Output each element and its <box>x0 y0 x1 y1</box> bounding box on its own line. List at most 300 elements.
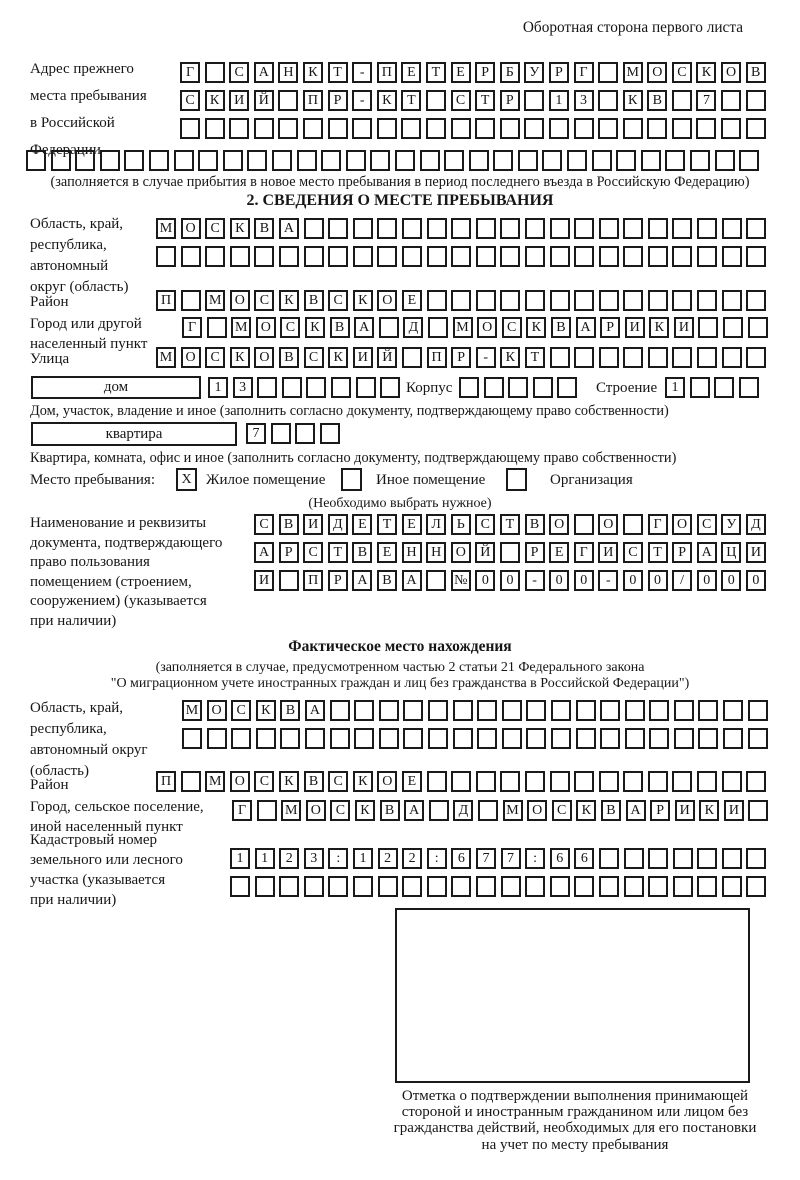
char-cell[interactable]: О <box>377 771 397 792</box>
char-cell[interactable]: Г <box>232 800 252 821</box>
char-cell[interactable] <box>427 218 447 239</box>
char-cell[interactable] <box>672 90 692 111</box>
char-cell[interactable]: В <box>279 347 299 368</box>
char-cell[interactable]: Р <box>279 542 299 563</box>
char-cell[interactable] <box>623 118 643 139</box>
char-cell[interactable]: Г <box>180 62 200 83</box>
char-cell[interactable]: В <box>647 90 667 111</box>
char-cell[interactable] <box>697 876 717 897</box>
char-cell[interactable]: И <box>598 542 618 563</box>
char-cell[interactable]: Ц <box>721 542 741 563</box>
char-cell[interactable] <box>330 700 350 721</box>
char-cell[interactable]: Е <box>352 514 372 535</box>
char-cell[interactable] <box>599 876 619 897</box>
char-cell[interactable]: А <box>254 542 274 563</box>
char-cell[interactable] <box>174 150 194 171</box>
char-cell[interactable] <box>181 290 201 311</box>
char-cell[interactable]: О <box>254 347 274 368</box>
char-cell[interactable] <box>672 118 692 139</box>
char-cell[interactable] <box>328 218 348 239</box>
char-cell[interactable] <box>279 876 299 897</box>
char-cell[interactable]: К <box>623 90 643 111</box>
char-cell[interactable] <box>672 246 692 267</box>
char-cell[interactable] <box>721 90 741 111</box>
char-cell[interactable] <box>746 347 766 368</box>
char-cell[interactable]: Д <box>746 514 766 535</box>
char-cell[interactable] <box>576 728 596 749</box>
char-cell[interactable] <box>321 150 341 171</box>
char-cell[interactable] <box>574 347 594 368</box>
char-cell[interactable] <box>748 700 768 721</box>
char-cell[interactable]: Е <box>377 542 397 563</box>
char-cell[interactable] <box>500 290 520 311</box>
char-cell[interactable] <box>722 771 742 792</box>
char-cell[interactable] <box>402 246 422 267</box>
char-cell[interactable]: М <box>182 700 202 721</box>
char-cell[interactable] <box>476 218 496 239</box>
char-cell[interactable] <box>444 150 464 171</box>
char-cell[interactable] <box>648 848 668 869</box>
char-cell[interactable]: О <box>230 771 250 792</box>
char-cell[interactable]: К <box>230 347 250 368</box>
char-cell[interactable] <box>279 570 299 591</box>
char-cell[interactable]: В <box>352 542 372 563</box>
char-cell[interactable] <box>698 728 718 749</box>
char-cell[interactable] <box>647 118 667 139</box>
char-cell[interactable] <box>623 218 643 239</box>
checkbox-organizatsiya[interactable] <box>506 468 527 491</box>
char-cell[interactable] <box>551 700 571 721</box>
char-cell[interactable] <box>254 246 274 267</box>
char-cell[interactable] <box>723 317 743 338</box>
char-cell[interactable]: - <box>352 62 372 83</box>
char-cell[interactable]: М <box>503 800 523 821</box>
char-cell[interactable] <box>181 246 201 267</box>
char-cell[interactable] <box>673 848 693 869</box>
char-cell[interactable] <box>328 118 348 139</box>
char-cell[interactable]: В <box>279 514 299 535</box>
char-cell[interactable] <box>746 218 766 239</box>
char-cell[interactable] <box>279 246 299 267</box>
char-cell[interactable]: Н <box>278 62 298 83</box>
char-cell[interactable]: О <box>451 542 471 563</box>
char-cell[interactable] <box>305 728 325 749</box>
char-cell[interactable]: : <box>525 848 545 869</box>
char-cell[interactable]: С <box>672 62 692 83</box>
char-cell[interactable]: О <box>207 700 227 721</box>
char-cell[interactable]: 1 <box>208 377 228 398</box>
char-cell[interactable] <box>746 90 766 111</box>
char-cell[interactable]: Й <box>254 90 274 111</box>
char-cell[interactable] <box>231 728 251 749</box>
char-cell[interactable] <box>198 150 218 171</box>
char-cell[interactable] <box>648 290 668 311</box>
char-cell[interactable] <box>501 876 521 897</box>
char-cell[interactable] <box>297 150 317 171</box>
char-cell[interactable]: 0 <box>746 570 766 591</box>
char-cell[interactable] <box>271 423 291 444</box>
char-cell[interactable] <box>524 118 544 139</box>
char-cell[interactable] <box>304 246 324 267</box>
char-cell[interactable] <box>429 800 449 821</box>
char-cell[interactable] <box>182 728 202 749</box>
char-cell[interactable]: Р <box>500 90 520 111</box>
char-cell[interactable] <box>567 150 587 171</box>
char-cell[interactable] <box>500 118 520 139</box>
char-cell[interactable] <box>690 150 710 171</box>
char-cell[interactable] <box>476 246 496 267</box>
char-cell[interactable] <box>402 876 422 897</box>
char-cell[interactable] <box>402 347 422 368</box>
char-cell[interactable]: С <box>330 800 350 821</box>
char-cell[interactable]: В <box>525 514 545 535</box>
char-cell[interactable]: К <box>303 62 323 83</box>
char-cell[interactable]: 0 <box>475 570 495 591</box>
char-cell[interactable]: : <box>328 848 348 869</box>
char-cell[interactable]: К <box>526 317 546 338</box>
char-cell[interactable]: А <box>279 218 299 239</box>
char-cell[interactable] <box>598 118 618 139</box>
char-cell[interactable]: С <box>451 90 471 111</box>
char-cell[interactable] <box>477 728 497 749</box>
char-cell[interactable] <box>525 876 545 897</box>
char-cell[interactable]: 2 <box>378 848 398 869</box>
char-cell[interactable] <box>402 218 422 239</box>
char-cell[interactable]: А <box>352 570 372 591</box>
char-cell[interactable] <box>748 800 768 821</box>
char-cell[interactable] <box>598 62 618 83</box>
char-cell[interactable]: О <box>256 317 276 338</box>
char-cell[interactable]: 1 <box>230 848 250 869</box>
char-cell[interactable]: С <box>304 347 324 368</box>
char-cell[interactable]: С <box>697 514 717 535</box>
char-cell[interactable] <box>320 423 340 444</box>
char-cell[interactable] <box>574 876 594 897</box>
char-cell[interactable] <box>428 728 448 749</box>
char-cell[interactable]: Т <box>401 90 421 111</box>
char-cell[interactable]: К <box>649 317 669 338</box>
char-cell[interactable] <box>574 118 594 139</box>
char-cell[interactable] <box>247 150 267 171</box>
char-cell[interactable] <box>550 218 570 239</box>
char-cell[interactable] <box>697 218 717 239</box>
char-cell[interactable]: И <box>674 317 694 338</box>
char-cell[interactable] <box>370 150 390 171</box>
char-cell[interactable]: Р <box>600 317 620 338</box>
char-cell[interactable] <box>722 347 742 368</box>
char-cell[interactable]: 3 <box>574 90 594 111</box>
char-cell[interactable] <box>715 150 735 171</box>
char-cell[interactable]: 0 <box>721 570 741 591</box>
char-cell[interactable] <box>550 876 570 897</box>
char-cell[interactable]: 1 <box>353 848 373 869</box>
char-cell[interactable] <box>698 700 718 721</box>
char-cell[interactable] <box>698 317 718 338</box>
char-cell[interactable] <box>346 150 366 171</box>
char-cell[interactable] <box>451 218 471 239</box>
char-cell[interactable]: В <box>304 290 324 311</box>
char-cell[interactable]: 7 <box>696 90 716 111</box>
char-cell[interactable] <box>746 246 766 267</box>
char-cell[interactable] <box>478 800 498 821</box>
char-cell[interactable]: О <box>306 800 326 821</box>
char-cell[interactable] <box>451 290 471 311</box>
char-cell[interactable]: С <box>303 542 323 563</box>
char-cell[interactable] <box>451 118 471 139</box>
char-cell[interactable]: 3 <box>233 377 253 398</box>
char-cell[interactable]: А <box>404 800 424 821</box>
char-cell[interactable]: О <box>181 218 201 239</box>
char-cell[interactable] <box>278 90 298 111</box>
char-cell[interactable] <box>508 377 528 398</box>
char-cell[interactable] <box>648 347 668 368</box>
char-cell[interactable]: 6 <box>550 848 570 869</box>
char-cell[interactable] <box>223 150 243 171</box>
char-cell[interactable] <box>721 118 741 139</box>
char-cell[interactable] <box>649 700 669 721</box>
char-cell[interactable] <box>549 118 569 139</box>
char-cell[interactable] <box>180 118 200 139</box>
char-cell[interactable] <box>674 728 694 749</box>
char-cell[interactable]: 0 <box>697 570 717 591</box>
char-cell[interactable] <box>625 700 645 721</box>
char-cell[interactable] <box>124 150 144 171</box>
char-cell[interactable]: О <box>477 317 497 338</box>
char-cell[interactable] <box>525 771 545 792</box>
char-cell[interactable]: Р <box>650 800 670 821</box>
char-cell[interactable] <box>51 150 71 171</box>
char-cell[interactable]: Б <box>500 62 520 83</box>
char-cell[interactable] <box>205 246 225 267</box>
char-cell[interactable]: В <box>601 800 621 821</box>
char-cell[interactable] <box>697 347 717 368</box>
char-cell[interactable]: К <box>355 800 375 821</box>
char-cell[interactable] <box>377 246 397 267</box>
char-cell[interactable] <box>550 771 570 792</box>
char-cell[interactable] <box>477 700 497 721</box>
char-cell[interactable]: С <box>254 514 274 535</box>
char-cell[interactable] <box>557 377 577 398</box>
char-cell[interactable] <box>229 118 249 139</box>
char-cell[interactable] <box>328 876 348 897</box>
char-cell[interactable] <box>574 246 594 267</box>
char-cell[interactable]: А <box>254 62 274 83</box>
char-cell[interactable] <box>722 246 742 267</box>
char-cell[interactable] <box>378 876 398 897</box>
char-cell[interactable] <box>599 246 619 267</box>
char-cell[interactable] <box>697 246 717 267</box>
char-cell[interactable] <box>426 570 446 591</box>
char-cell[interactable]: 0 <box>574 570 594 591</box>
char-cell[interactable] <box>524 90 544 111</box>
char-cell[interactable]: А <box>402 570 422 591</box>
char-cell[interactable]: Р <box>549 62 569 83</box>
char-cell[interactable] <box>426 118 446 139</box>
char-cell[interactable] <box>599 290 619 311</box>
char-cell[interactable] <box>739 150 759 171</box>
char-cell[interactable] <box>502 728 522 749</box>
char-cell[interactable]: 0 <box>500 570 520 591</box>
char-cell[interactable]: П <box>427 347 447 368</box>
char-cell[interactable] <box>672 218 692 239</box>
char-cell[interactable]: Т <box>377 514 397 535</box>
char-cell[interactable]: Н <box>402 542 422 563</box>
char-cell[interactable]: Е <box>402 771 422 792</box>
char-cell[interactable] <box>672 290 692 311</box>
char-cell[interactable] <box>599 848 619 869</box>
char-cell[interactable]: В <box>280 700 300 721</box>
char-cell[interactable]: С <box>328 771 348 792</box>
char-cell[interactable]: Е <box>402 514 422 535</box>
char-cell[interactable]: С <box>254 290 274 311</box>
checkbox-inoe-pomeshchenie[interactable] <box>341 468 362 491</box>
char-cell[interactable]: У <box>721 514 741 535</box>
char-cell[interactable] <box>672 771 692 792</box>
char-cell[interactable] <box>739 377 759 398</box>
char-cell[interactable]: А <box>354 317 374 338</box>
char-cell[interactable]: К <box>205 90 225 111</box>
char-cell[interactable] <box>672 347 692 368</box>
char-cell[interactable] <box>282 377 302 398</box>
char-cell[interactable] <box>354 700 374 721</box>
char-cell[interactable]: И <box>303 514 323 535</box>
char-cell[interactable] <box>428 317 448 338</box>
char-cell[interactable] <box>623 246 643 267</box>
char-cell[interactable] <box>746 118 766 139</box>
char-cell[interactable]: В <box>551 317 571 338</box>
char-cell[interactable]: О <box>230 290 250 311</box>
char-cell[interactable]: В <box>254 218 274 239</box>
char-cell[interactable]: К <box>328 347 348 368</box>
char-cell[interactable] <box>500 246 520 267</box>
char-cell[interactable]: 6 <box>451 848 471 869</box>
char-cell[interactable]: № <box>451 570 471 591</box>
char-cell[interactable]: 6 <box>574 848 594 869</box>
char-cell[interactable] <box>533 377 553 398</box>
char-cell[interactable]: М <box>453 317 473 338</box>
char-cell[interactable]: К <box>279 771 299 792</box>
char-cell[interactable]: Л <box>426 514 446 535</box>
char-cell[interactable] <box>420 150 440 171</box>
char-cell[interactable] <box>331 377 351 398</box>
char-cell[interactable] <box>379 700 399 721</box>
char-cell[interactable] <box>100 150 120 171</box>
char-cell[interactable]: Г <box>574 542 594 563</box>
char-cell[interactable]: У <box>524 62 544 83</box>
char-cell[interactable] <box>525 218 545 239</box>
char-cell[interactable] <box>352 118 372 139</box>
char-cell[interactable]: С <box>502 317 522 338</box>
char-cell[interactable]: 2 <box>279 848 299 869</box>
char-cell[interactable]: К <box>230 218 250 239</box>
char-cell[interactable]: М <box>281 800 301 821</box>
char-cell[interactable] <box>427 876 447 897</box>
char-cell[interactable]: М <box>205 290 225 311</box>
char-cell[interactable]: И <box>724 800 744 821</box>
char-cell[interactable] <box>592 150 612 171</box>
char-cell[interactable] <box>156 246 176 267</box>
char-cell[interactable]: И <box>254 570 274 591</box>
char-cell[interactable] <box>598 90 618 111</box>
char-cell[interactable] <box>257 377 277 398</box>
char-cell[interactable]: О <box>181 347 201 368</box>
char-cell[interactable]: А <box>697 542 717 563</box>
char-cell[interactable] <box>623 347 643 368</box>
char-cell[interactable] <box>574 290 594 311</box>
char-cell[interactable] <box>600 700 620 721</box>
char-cell[interactable] <box>623 290 643 311</box>
char-cell[interactable]: Т <box>648 542 668 563</box>
char-cell[interactable] <box>746 290 766 311</box>
char-cell[interactable]: А <box>305 700 325 721</box>
char-cell[interactable]: К <box>696 62 716 83</box>
char-cell[interactable]: П <box>303 570 323 591</box>
char-cell[interactable] <box>746 771 766 792</box>
char-cell[interactable]: Р <box>475 62 495 83</box>
char-cell[interactable] <box>484 377 504 398</box>
char-cell[interactable] <box>379 317 399 338</box>
char-cell[interactable]: С <box>231 700 251 721</box>
char-cell[interactable] <box>380 377 400 398</box>
char-cell[interactable]: К <box>699 800 719 821</box>
char-cell[interactable] <box>674 700 694 721</box>
char-cell[interactable] <box>295 423 315 444</box>
char-cell[interactable]: / <box>672 570 692 591</box>
char-cell[interactable] <box>576 700 596 721</box>
char-cell[interactable] <box>427 771 447 792</box>
char-cell[interactable]: Е <box>549 542 569 563</box>
char-cell[interactable]: Р <box>328 90 348 111</box>
char-cell[interactable]: 7 <box>246 423 266 444</box>
char-cell[interactable]: Ь <box>451 514 471 535</box>
char-cell[interactable]: П <box>303 90 323 111</box>
char-cell[interactable]: К <box>353 290 373 311</box>
char-cell[interactable]: Г <box>648 514 668 535</box>
char-cell[interactable]: С <box>280 317 300 338</box>
char-cell[interactable] <box>207 317 227 338</box>
char-cell[interactable] <box>207 728 227 749</box>
char-cell[interactable]: Т <box>500 514 520 535</box>
char-cell[interactable]: С <box>552 800 572 821</box>
char-cell[interactable] <box>26 150 46 171</box>
char-cell[interactable]: Т <box>475 90 495 111</box>
char-cell[interactable]: В <box>380 800 400 821</box>
char-cell[interactable]: - <box>525 570 545 591</box>
char-cell[interactable] <box>714 377 734 398</box>
char-cell[interactable] <box>648 218 668 239</box>
char-cell[interactable] <box>306 377 326 398</box>
char-cell[interactable] <box>451 771 471 792</box>
char-cell[interactable] <box>353 218 373 239</box>
checkbox-zhiloe-pomeshchenie[interactable]: X <box>176 468 197 491</box>
char-cell[interactable] <box>475 118 495 139</box>
char-cell[interactable]: С <box>328 290 348 311</box>
char-cell[interactable] <box>599 347 619 368</box>
char-cell[interactable] <box>453 700 473 721</box>
char-cell[interactable] <box>624 848 644 869</box>
char-cell[interactable] <box>403 700 423 721</box>
char-cell[interactable] <box>256 728 276 749</box>
char-cell[interactable]: А <box>576 317 596 338</box>
char-cell[interactable] <box>616 150 636 171</box>
char-cell[interactable]: М <box>156 347 176 368</box>
char-cell[interactable]: К <box>279 290 299 311</box>
char-cell[interactable] <box>648 876 668 897</box>
char-cell[interactable]: С <box>475 514 495 535</box>
char-cell[interactable]: О <box>549 514 569 535</box>
char-cell[interactable] <box>625 728 645 749</box>
char-cell[interactable] <box>272 150 292 171</box>
